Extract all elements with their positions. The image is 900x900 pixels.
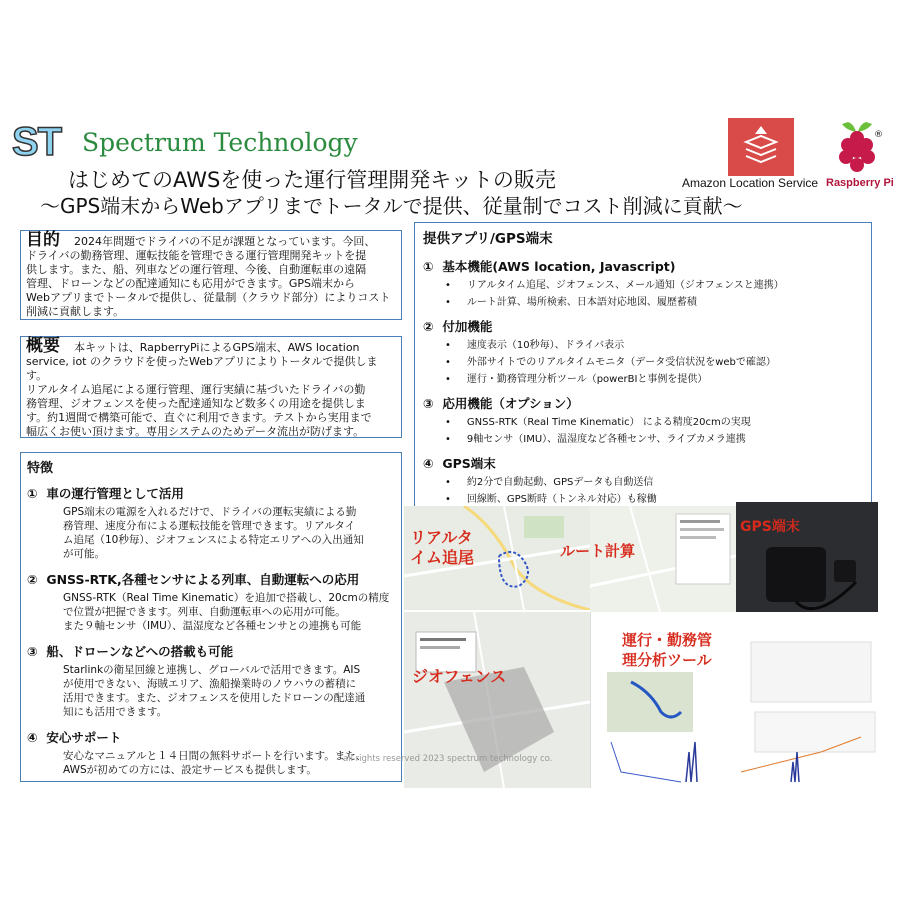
feature-number: ② <box>27 572 38 587</box>
feature-line: 活用できます。また、ジオフェンスを使用したドローンの配達通 <box>63 692 366 704</box>
apps-section-title: 付加機能 <box>442 319 493 334</box>
apps-section-number: ① <box>423 259 434 274</box>
apps-bullet: • 外部サイトでのリアルタイムモニタ（データ受信状況をwebで確認） <box>423 354 863 371</box>
apps-section-title: 応用機能（オプション） <box>442 396 579 411</box>
apps-section <box>423 257 863 311</box>
feature-item <box>27 484 395 561</box>
purpose-line: Webアプリまでトータルで提供し、従量制（クラウド部分）によりコスト <box>26 291 391 304</box>
apps-bullet: • ルート計算、場所検索、日本語対応地図、履歴蓄積 <box>423 294 863 311</box>
overview-line: 本キットは、RapberryPiによるGPS端末、AWS location <box>74 341 360 354</box>
purpose-line: 管理、ドローンなどの配達通知にも応用ができます。GPS端末から <box>26 277 356 290</box>
feature-item <box>27 642 395 719</box>
overview-line: す。約1週間で構築可能で、直ぐに利用できます。テストから実用まで <box>26 411 372 424</box>
feature-line: が可能。 <box>63 548 105 560</box>
purpose-line: 削減に貢献します。 <box>26 305 125 318</box>
feature-item <box>27 570 395 633</box>
feature-title: 車の運行管理として活用 <box>46 486 184 501</box>
feature-number: ④ <box>27 730 38 745</box>
gps-label: GPS端末 <box>740 519 800 535</box>
feature-line: また９軸センサ（IMU）、温湿度など各種センサとの連携も可能 <box>63 620 362 632</box>
overview-heading: 概要 <box>26 336 60 356</box>
aws-location-logo <box>728 118 794 176</box>
overview-line: service, iot のクラウドを使ったWebアプリによりトータルで提供します。 <box>26 355 378 382</box>
purpose-heading: 目的 <box>26 230 60 250</box>
apps-section-number: ③ <box>423 396 434 411</box>
feature-title: GNSS-RTK,各種センサによる列車、自動運転への応用 <box>46 572 360 587</box>
feature-line: が使用できない、海賊エリア、漁船操業時のノウハウの蓄積に <box>63 678 357 690</box>
st-logo: ST <box>12 120 62 164</box>
overview-line: リアルタイム追尾による運行管理、運行実績に基づいたドライバの勤 <box>26 383 366 396</box>
apps-bullet: • 約2分で自動起動、GPSデータも自動送信 <box>423 474 863 491</box>
feature-line: 務管理、速度分布による運転技能を管理できます。リアルタイ <box>63 520 356 532</box>
apps-section-title: GPS端末 <box>442 456 496 471</box>
features-box <box>20 452 402 782</box>
purpose-line: ドライバの勤務管理、運転技能を管理できる運行管理開発キットを提 <box>26 249 367 262</box>
copyright: all rights reserved 2023 spectrum technology co. <box>343 754 553 764</box>
feature-line: で位置が把握できます。列車、自動運転車への応用が可能。 <box>63 606 346 618</box>
purpose-box <box>20 230 402 320</box>
apps-bullet: • 運行・勤務管理分析ツール（powerBIと事例を提供） <box>423 371 863 388</box>
feature-line: GPS端末の電源を入れるだけで、ドライバの運転実績による勤 <box>63 506 357 518</box>
feature-number: ③ <box>27 644 38 659</box>
feature-title: 船、ドローンなどへの搭載も可能 <box>46 644 234 659</box>
apps-section-number: ④ <box>423 456 434 471</box>
apps-section <box>423 454 863 508</box>
feature-number: ① <box>27 486 38 501</box>
apps-bullet: • リアルタイム追尾、ジオフェンス、メール通知（ジオフェンスと連携） <box>423 277 863 294</box>
raspberry-pi-logo <box>830 116 884 176</box>
feature-line: 知にも活用できます。 <box>63 706 168 718</box>
apps-heading: 提供アプリ/GPS端末 <box>423 231 553 247</box>
analysis-label: 運行・勤務管 理分析ツール <box>622 631 713 669</box>
apps-section <box>423 317 863 388</box>
apps-bullet: • 速度表示（10秒毎）、ドライバ表示 <box>423 337 863 354</box>
apps-box <box>414 222 872 518</box>
overview-box <box>20 336 402 438</box>
realtime-label: リアルタ イム追尾 <box>410 528 475 567</box>
aws-label: Amazon Location Service <box>682 176 819 190</box>
registered-mark: ® <box>874 130 883 140</box>
feature-title: 安心サポート <box>46 730 122 745</box>
feature-line: ム追尾（10秒毎）、ジオフェンスによる特定エリアへの入出通知 <box>63 534 364 546</box>
route-label: ルート計算 <box>560 542 636 560</box>
purpose-line: 2024年問題でドライバの不足が課題となっています。今回、 <box>74 235 376 248</box>
feature-line: 安心なマニュアルと１４日間の無料サポートを行います。また、 <box>63 750 367 762</box>
apps-section <box>423 394 863 448</box>
purpose-line: 供します。また、船、列車などの運行管理、今後、自動運転車の遠隔 <box>26 263 367 276</box>
page-subtitle: ～GPS端末からWebアプリまでトータルで提供、従量制でコスト削減に貢献～ <box>40 194 743 218</box>
geofence-label: ジオフェンス <box>412 667 507 686</box>
company-name: Spectrum Technology <box>82 128 358 157</box>
overview-line: 幅広くお使い頂けます。専用システムのためデータ流出が防げます。 <box>26 425 365 438</box>
apps-bullet: • GNSS-RTK（Real Time Kinematic） による精度20cmの実現 <box>423 414 863 431</box>
apps-bullet: • 9軸センサ（IMU）、温湿度など各種センサ、ライブカメラ連携 <box>423 431 863 448</box>
feature-line: AWSが初めての方には、設定サービスも提供します。 <box>63 764 317 776</box>
apps-bullet: • 回線断、GPS断時（トンネル対応）も稼働 <box>423 491 863 508</box>
apps-section-title: 基本機能(AWS location, Javascript) <box>442 259 676 274</box>
feature-item <box>27 728 395 777</box>
apps-section-number: ② <box>423 319 434 334</box>
raspberry-pi-label: Raspberry Pi <box>826 177 894 189</box>
feature-line: GNSS-RTK（Real Time Kinematic）を追加で搭載し、20cmの精度 <box>63 592 390 604</box>
page-title: はじめてのAWSを使った運行管理開発キットの販売 <box>68 168 556 192</box>
features-heading: 特徴 <box>27 461 54 476</box>
overview-line: 務管理、ジオフェンスを使った配達通知など数多くの用途を提供しま <box>26 397 366 410</box>
feature-line: Starlinkの衛星回線と連携し、グローバルで活用できます。AIS <box>63 664 361 676</box>
